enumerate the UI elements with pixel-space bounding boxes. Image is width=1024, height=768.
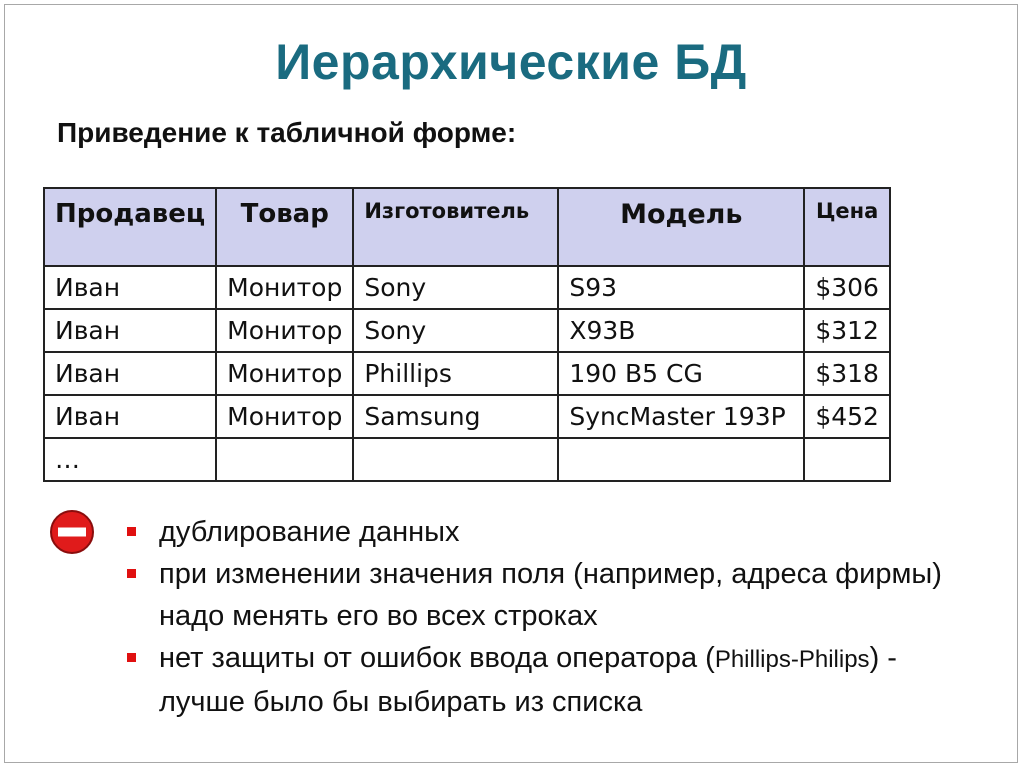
bullet-list: [115, 511, 975, 723]
table-cell: S93: [558, 266, 804, 309]
slide-subtitle: Приведение к табличной форме:: [57, 117, 517, 148]
table-cell: 190 B5 CG: [558, 352, 804, 395]
no-entry-icon: [49, 509, 95, 555]
list-item: [115, 511, 975, 553]
table-cell: Монитор: [216, 352, 353, 395]
table-cell: $312: [804, 309, 890, 352]
table-cell: Иван: [44, 266, 216, 309]
table-header-row: [44, 188, 890, 266]
table-cell: [558, 438, 804, 481]
table-cell: Samsung: [353, 395, 558, 438]
table-cell: Иван: [44, 352, 216, 395]
table-cell: Sony: [353, 309, 558, 352]
table-row: [44, 309, 890, 352]
table-row: [44, 395, 890, 438]
list-item: [115, 637, 975, 723]
table-cell: Иван: [44, 395, 216, 438]
square-bullet-icon: [127, 527, 136, 536]
header-manufacturer: Изготовитель: [353, 188, 558, 266]
table-cell: X93B: [558, 309, 804, 352]
bullet-text-example: Phillips-Philips: [714, 646, 870, 673]
bullet-text: дублирование данных: [159, 516, 460, 548]
header-price: Цена: [804, 188, 890, 266]
table-cell: Монитор: [216, 309, 353, 352]
table-cell: …: [44, 438, 216, 481]
table-cell: Иван: [44, 309, 216, 352]
table-cell: Phillips: [353, 352, 558, 395]
table-cell: Sony: [353, 266, 558, 309]
table-row: [44, 352, 890, 395]
table-cell: [353, 438, 558, 481]
square-bullet-icon: [127, 569, 136, 578]
slide-title: Иерархические БД: [275, 34, 747, 90]
table-cell: [216, 438, 353, 481]
bullet-text: нет защиты от ошибок ввода оператора (: [159, 642, 715, 674]
slide: [4, 4, 1018, 763]
table-cell: SyncMaster 193P: [558, 395, 804, 438]
table-row: [44, 266, 890, 309]
bullet-text: ) - лучше было бы выбирать из списка: [159, 642, 897, 718]
table-row: [44, 438, 890, 481]
table-cell: $306: [804, 266, 890, 309]
table-cell: Монитор: [216, 395, 353, 438]
table-cell: Монитор: [216, 266, 353, 309]
bullet-text: при изменении значения поля (например, адреса фирмы) надо менять его во всех строках: [159, 558, 942, 632]
header-product: Товар: [216, 188, 353, 266]
table-cell: [804, 438, 890, 481]
list-item: [115, 553, 975, 637]
table-cell: $318: [804, 352, 890, 395]
table-cell: $452: [804, 395, 890, 438]
square-bullet-icon: [127, 653, 136, 662]
header-seller: Продавец: [44, 188, 216, 266]
data-table: [43, 187, 891, 482]
header-model: Модель: [558, 188, 804, 266]
